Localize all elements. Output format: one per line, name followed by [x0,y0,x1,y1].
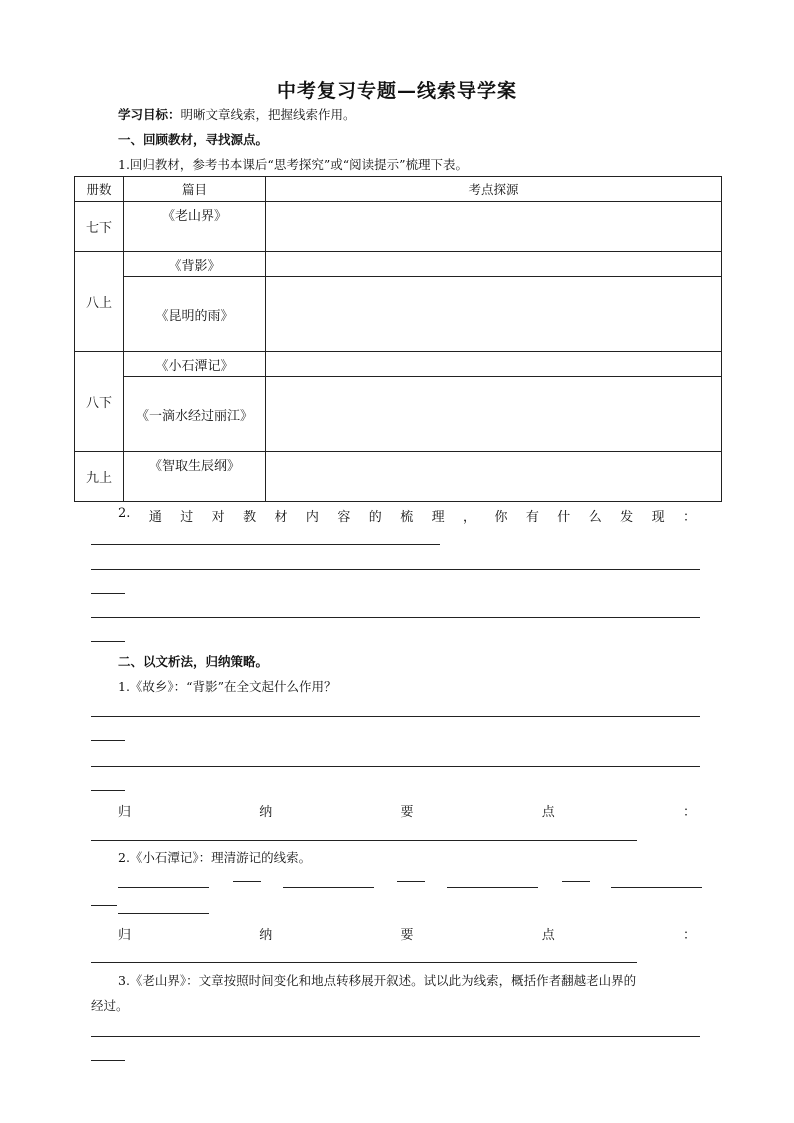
q2-char: 过 [180,510,194,525]
volume-cell: 七下 [75,202,124,252]
clue-blank[interactable] [611,887,702,888]
q2-char: 通 [148,510,162,525]
clue-blank[interactable] [118,913,209,914]
summary-char: 要 [400,805,414,820]
section1-question-1: 1.回归教材，参考书本课后“思考探究”或“阅读提示”梳理下表。 [118,157,468,172]
section2-question-1: 1.《故乡》：“背影”在全文起什么作用？ [118,679,337,694]
lesson-cell: 《背影》 [124,252,266,277]
summary-char: ： [682,928,696,943]
section2-question-3-line1: 3.《老山界》：文章按照时间变化和地点转移展开叙述。试以此为线索，概括作者翻越老山界的 [118,973,637,988]
q2-char: 么 [588,510,602,525]
summary-points-1 [118,801,696,820]
summary-char: 纳 [259,805,273,820]
summary-points-2 [118,924,696,943]
answer-line[interactable] [91,840,637,841]
q2-char: ， [463,510,477,525]
summary-char: 归 [118,805,132,820]
answer-line[interactable] [91,1036,700,1037]
summary-char: ： [682,805,696,820]
answer-line[interactable] [91,962,637,963]
table-row [75,252,722,277]
exam-point-cell[interactable] [266,252,722,277]
clue-dash [91,905,117,906]
summary-char: 纳 [259,928,273,943]
header-volume: 册数 [75,177,124,202]
table-row [75,452,722,502]
answer-line[interactable] [91,766,700,767]
q2-char: 教 [243,510,257,525]
section2-question-2: 2.《小石潭记》：理清游记的线索。 [118,850,312,865]
answer-line[interactable] [91,641,125,642]
lesson-cell: 《一滴水经过丽江》 [124,377,266,452]
q2-char: 什 [557,510,571,525]
volume-cell: 八下 [75,352,124,452]
header-exam-point: 考点探源 [266,177,722,202]
answer-line[interactable] [91,593,125,594]
answer-line[interactable] [91,716,700,717]
clue-blank[interactable] [118,887,209,888]
exam-point-cell[interactable] [266,352,722,377]
summary-char: 要 [400,928,414,943]
objective-label: 学习目标： [118,107,181,122]
lesson-cell: 《老山界》 [124,202,266,252]
q2-char: 有 [525,510,539,525]
answer-line[interactable] [91,790,125,791]
q2-char: 现 [651,510,665,525]
volume-cell: 九上 [75,452,124,502]
lesson-cell: 《小石潭记》 [124,352,266,377]
summary-char: 归 [118,928,132,943]
table-row [75,202,722,252]
page-title: 中考复习专题—线索导学案 [276,80,517,102]
section1-heading: 一、回顾教材，寻找源点。 [118,132,269,147]
exam-point-cell[interactable] [266,277,722,352]
answer-line[interactable] [91,740,125,741]
objective-text: 明晰文章线索，把握线索作用。 [180,107,356,122]
q2-char: 材 [274,510,288,525]
q2-char: 对 [211,510,225,525]
review-table [74,176,722,502]
summary-char: 点 [541,805,555,820]
q2-char: ： [682,510,696,525]
section2-heading: 二、以文析法，归纳策略。 [118,654,269,669]
lesson-cell: 《智取生辰纲》 [124,452,266,502]
q2-char: 理 [431,510,445,525]
q2-char: 2. [118,506,131,521]
learning-objective [118,106,356,124]
clue-dash [233,881,261,882]
q2-char: 你 [494,510,508,525]
q2-char: 容 [337,510,351,525]
answer-line[interactable] [91,1060,125,1061]
table-header-row [75,177,722,202]
q2-char: 发 [620,510,634,525]
answer-line[interactable] [91,569,700,570]
exam-point-cell[interactable] [266,377,722,452]
clue-blank[interactable] [447,887,538,888]
summary-char: 点 [541,928,555,943]
header-lesson: 篇目 [124,177,266,202]
section1-question-2 [118,506,696,525]
section2-question-3-line2: 经过。 [91,998,129,1013]
q2-char: 的 [368,510,382,525]
lesson-cell: 《昆明的雨》 [124,277,266,352]
clue-blanks-row2 [91,900,211,914]
clue-blank[interactable] [283,887,374,888]
table-row [75,277,722,352]
exam-point-cell[interactable] [266,202,722,252]
exam-point-cell[interactable] [266,452,722,502]
q2-char: 内 [305,510,319,525]
table-row [75,377,722,452]
table-row [75,352,722,377]
clue-blanks [118,876,703,888]
clue-dash [562,881,590,882]
q2-char: 梳 [400,510,414,525]
clue-dash [397,881,425,882]
volume-cell: 八上 [75,252,124,352]
answer-line[interactable] [91,544,440,545]
answer-line[interactable] [91,617,700,618]
